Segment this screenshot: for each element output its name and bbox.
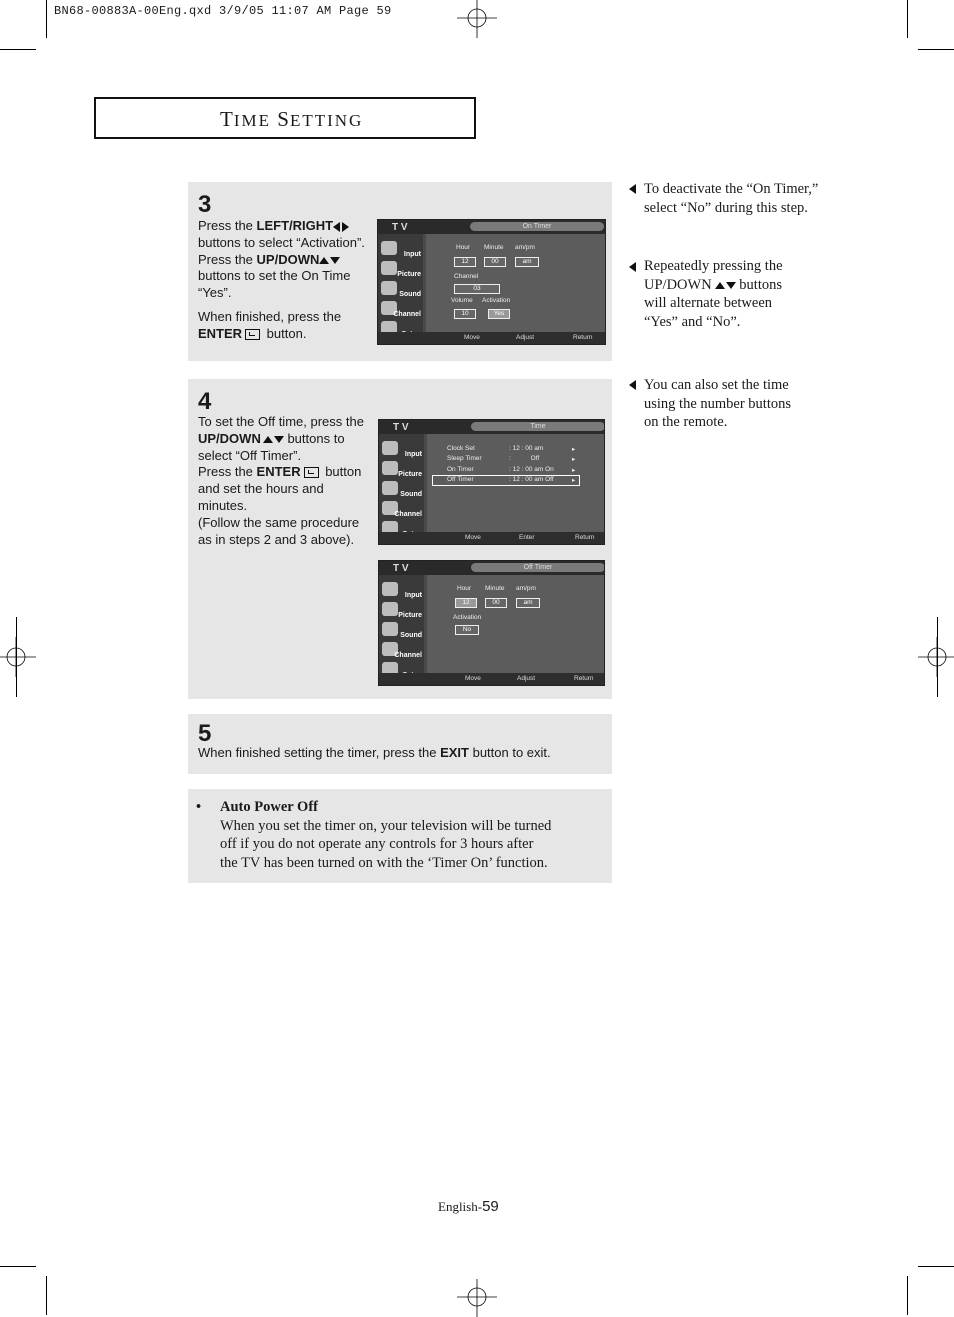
step-number: 5 [198, 720, 212, 747]
section-title-box [94, 97, 476, 139]
picture-icon [382, 602, 398, 616]
print-slug: BN68-00883A-00Eng.qxd 3/9/05 11:07 AM Page 59 [54, 4, 392, 18]
step-4-text: To set the Off time, press the UP/DOWN buttons to select “Off Timer”. Press the ENTER button and set the hours and minutes. (Follow the same procedure as in steps 2 and 3 above). [198, 414, 364, 547]
side-note-1: To deactivate the “On Timer,” select “No” during this step. [644, 181, 819, 216]
osd-menu-title: Time [471, 422, 605, 431]
crop-mark [46, 0, 47, 38]
crop-mark [937, 617, 938, 697]
picture-icon [382, 461, 398, 475]
side-note-2: Repeatedly pressing the UP/DOWN buttons will alternate between “Yes” and “No”. [644, 258, 783, 330]
sound-icon [382, 622, 398, 636]
osd-menu-title: Off Timer [471, 563, 605, 572]
up-arrow-icon [319, 257, 329, 264]
up-arrow-icon [263, 436, 273, 443]
triangle-bullet-icon [629, 184, 636, 194]
down-arrow-icon [274, 436, 284, 443]
step-number: 3 [198, 191, 212, 218]
input-icon [382, 582, 398, 596]
osd-off-timer-screenshot: T V Off Timer Input Picture Sound Channel Hour Minute am/pm 12 00 am Activation No Move Adjust Return [378, 560, 605, 686]
section-title: TIME SETTING [220, 107, 364, 131]
osd-on-timer-screenshot: T V On Timer Input Picture Sound Channel Hour Minute am/pm 12 00 am Channel 03 Volume Activation 10 Yes Move Adjust Return [377, 219, 606, 345]
triangle-bullet-icon [629, 380, 636, 390]
step-4-panel [188, 379, 612, 699]
crop-mark [918, 1266, 954, 1267]
crop-mark [46, 1276, 47, 1315]
bullet: • [196, 799, 202, 815]
registration-mark-icon [457, 1277, 497, 1317]
crop-mark [0, 49, 36, 50]
left-arrow-icon [333, 222, 340, 232]
step-number: 4 [198, 388, 212, 415]
registration-mark-icon [914, 637, 954, 677]
input-icon [382, 441, 398, 455]
crop-mark [907, 0, 908, 38]
sound-icon [382, 481, 398, 495]
crop-mark [907, 1276, 908, 1315]
note-text: Auto Power Off When you set the timer on, your television will be turned off if you do not operate any controls for 3 hours after the TV has been turned on with the ‘Timer On’ function. [220, 799, 552, 871]
right-arrow-icon [342, 222, 349, 232]
enter-icon [304, 467, 319, 478]
up-arrow-icon [715, 282, 725, 289]
side-note-3: You can also set the time using the number buttons on the remote. [644, 377, 792, 430]
step-5-panel [188, 714, 612, 774]
registration-mark-icon [0, 637, 40, 677]
osd-time-screenshot: T V Time Input Picture Sound Channel Clock Set : 12 : 00 am ▸ Sleep Timer : Off ▸ On Timer : 12 : 00 am On ▸ Off Timer : 12 : 00 am Off ▸ Move Enter Return [378, 419, 605, 545]
picture-icon [381, 261, 397, 275]
crop-mark [16, 617, 17, 697]
crop-mark [918, 49, 954, 50]
sound-icon [381, 281, 397, 295]
registration-mark-icon [457, 0, 497, 40]
triangle-bullet-icon [629, 262, 636, 272]
step-3-panel [188, 182, 612, 361]
step-3-text: Press the LEFT/RIGHT buttons to select “Activation”. Press the UP/DOWN buttons to set the On Time “Yes”. When finished, press the ENTER button. [198, 218, 365, 341]
auto-power-off-note [188, 789, 612, 883]
down-arrow-icon [726, 282, 736, 289]
step-5-text: When finished setting the timer, press the EXIT button to exit. [198, 745, 551, 760]
enter-icon [245, 329, 260, 340]
page-footer: English-59 [438, 1198, 499, 1215]
down-arrow-icon [330, 257, 340, 264]
osd-menu-title: On Timer [470, 222, 604, 231]
crop-mark [0, 1266, 36, 1267]
input-icon [381, 241, 397, 255]
